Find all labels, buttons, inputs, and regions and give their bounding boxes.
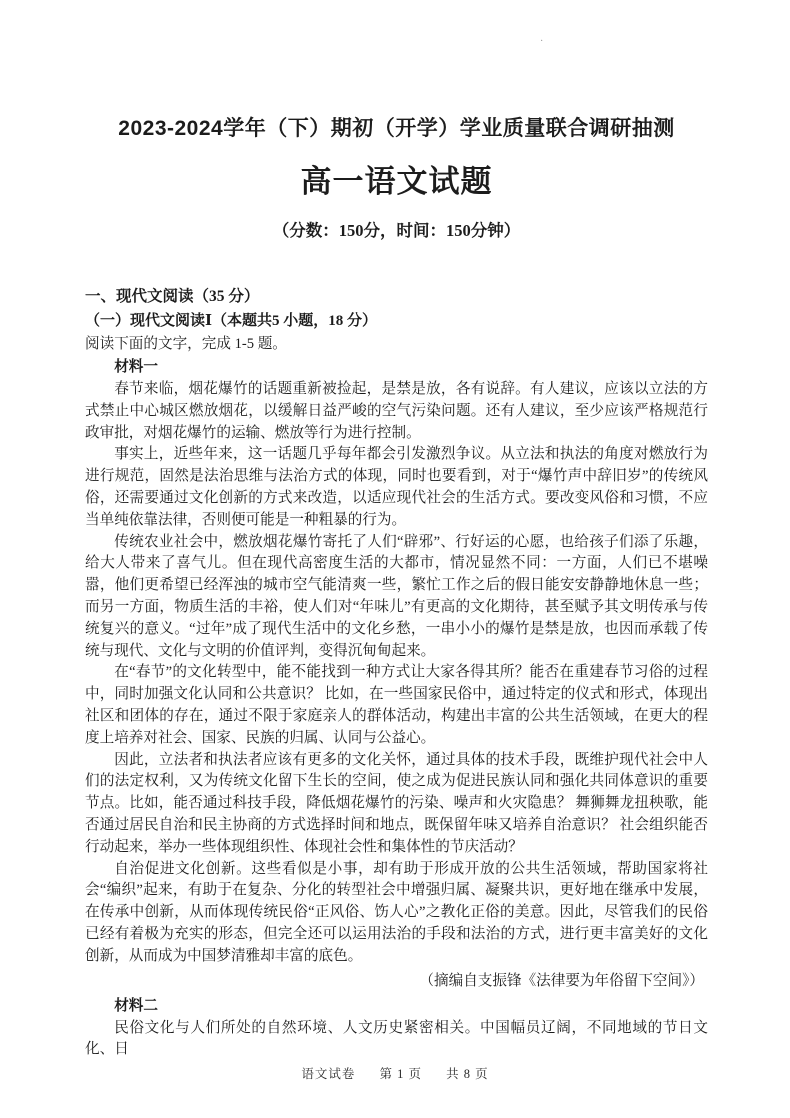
material-2-paragraph: 民俗文化与人们所处的自然环境、人文历史紧密相关。中国幅员辽阔，不同地域的节日文化、日 — [85, 1019, 708, 1058]
material-1-paragraph: 事实上，近些年来，这一话题几乎每年都会引发激烈争议。从立法和执法的角度对燃放行为进行规范，固然是法治思维与法治方式的体现，同时也要看到，对于“爆竹声中辞旧岁”的传统风俗，还需要通过文化创新的方式来改造，以适应现代社会的生活方式。要改变风俗和习惯，不应当单纯依靠法律，否则便可能是一种粗暴的行为。 — [85, 446, 708, 528]
material-1-paragraph: 在“春节”的文化转型中，能不能找到一种方式让大家各得其所？能否在重建春节习俗的过程中，同时加强文化认同和公共意识？ 比如，在一些国家民俗中，通过特定的仪式和形式，体现出社区和团体的存在，通过不限于家庭亲人的群体活动，构建出丰富的公共生活领域，在更大的程度上培养对社会、国家、民族的归属、认同与公益心。 — [85, 664, 708, 746]
page-footer — [0, 1064, 790, 1082]
material-1-paragraph: 春节来临，烟花爆竹的话题重新被捡起，是禁是放，各有说辞。有人建议，应该以立法的方式禁止中心城区燃放烟花，以缓解日益严峻的空气污染问题。还有人建议，至少应该严格规范行政审批，对烟花爆竹的运输、燃放等行为进行控制。 — [85, 381, 708, 441]
exam-title: 2023-2024学年（下）期初（开学）学业质量联合调研抽测 — [118, 117, 675, 140]
footer-doc-label: 语文试卷 — [301, 1067, 356, 1081]
footer-total-pages: 共 8 页 — [446, 1067, 489, 1081]
reading-instruction: 阅读下面的文字，完成 1-5 题。 — [85, 336, 287, 352]
paper-title: 高一语文试题 — [300, 164, 493, 199]
material-2-label: 材料二 — [114, 997, 158, 1014]
material-1-attribution: （摘编自支振锋《法律要为年俗留下空间》） — [419, 972, 704, 989]
footer-page-number: 第 1 页 — [379, 1067, 422, 1081]
sub-heading-reading-1: （一）现代文阅读Ⅰ（本题共5 小题，18 分） — [85, 313, 378, 329]
material-1-paragraph: 因此，立法者和执法者应该有更多的文化关怀，通过具体的技术手段，既维护现代社会中人们的法定权利，又为传统文化留下生长的空间，使之成为促进民族认同和强化共同体意识的重要节点。比如，能否通过科技手段，降低烟花爆竹的污染、噪声和火灾隐患？ 舞狮舞龙扭秧歌，能否通过居民自治和民主协商的方式选择时间和地点，既保留年味又培养自治意识？ 社会组织能否行动起来，举办一些体现组织性、体现社会性和集体性的节庆活动？ — [85, 751, 708, 855]
scan-artifact-dot: · — [540, 36, 544, 47]
section-heading-modern-reading: 一、现代文阅读（35 分） — [85, 288, 260, 305]
score-time-line: （分数：150分，时间：150分钟） — [272, 221, 521, 240]
material-1-paragraph: 传统农业社会中，燃放烟花爆竹寄托了人们“辟邪”、行好运的心愿，也给孩子们添了乐趣，给大人带来了喜气儿。但在现代高密度生活的大都市，情况显然不同：一方面，人们已不堪噪嚣，他们更希望已经浑浊的城市空气能清爽一些，繁忙工作之后的假日能安安静静地休息一些；而另一方面，物质生活的丰裕，使人们对“年味儿”有更高的文化期待，甚至赋予其文明传承与传统复兴的意义。“过年”成了现代生活中的文化乡愁，一串小小的爆竹是禁是放，也因而承载了传统与现代、文化与文明的价值评判，变得沉甸甸起来。 — [85, 533, 708, 659]
material-1-paragraph: 自治促进文化创新。这些看似是小事，却有助于形成开放的公共生活领域，帮助国家将社会“编织”起来，有助于在复杂、分化的转型社会中增强归属、凝聚共识，更好地在继承中发展，在传承中创新，从而体现传统民俗“正风俗、饬人心”之教化正俗的美意。因此，尽管我们的民俗已经有着极为充实的形态，但完全还可以运用法治的手段和法治的方式，进行更丰富美好的文化创新，从而成为中国梦清雅却丰富的底色。 — [85, 860, 708, 964]
material-1-label: 材料一 — [114, 359, 158, 375]
